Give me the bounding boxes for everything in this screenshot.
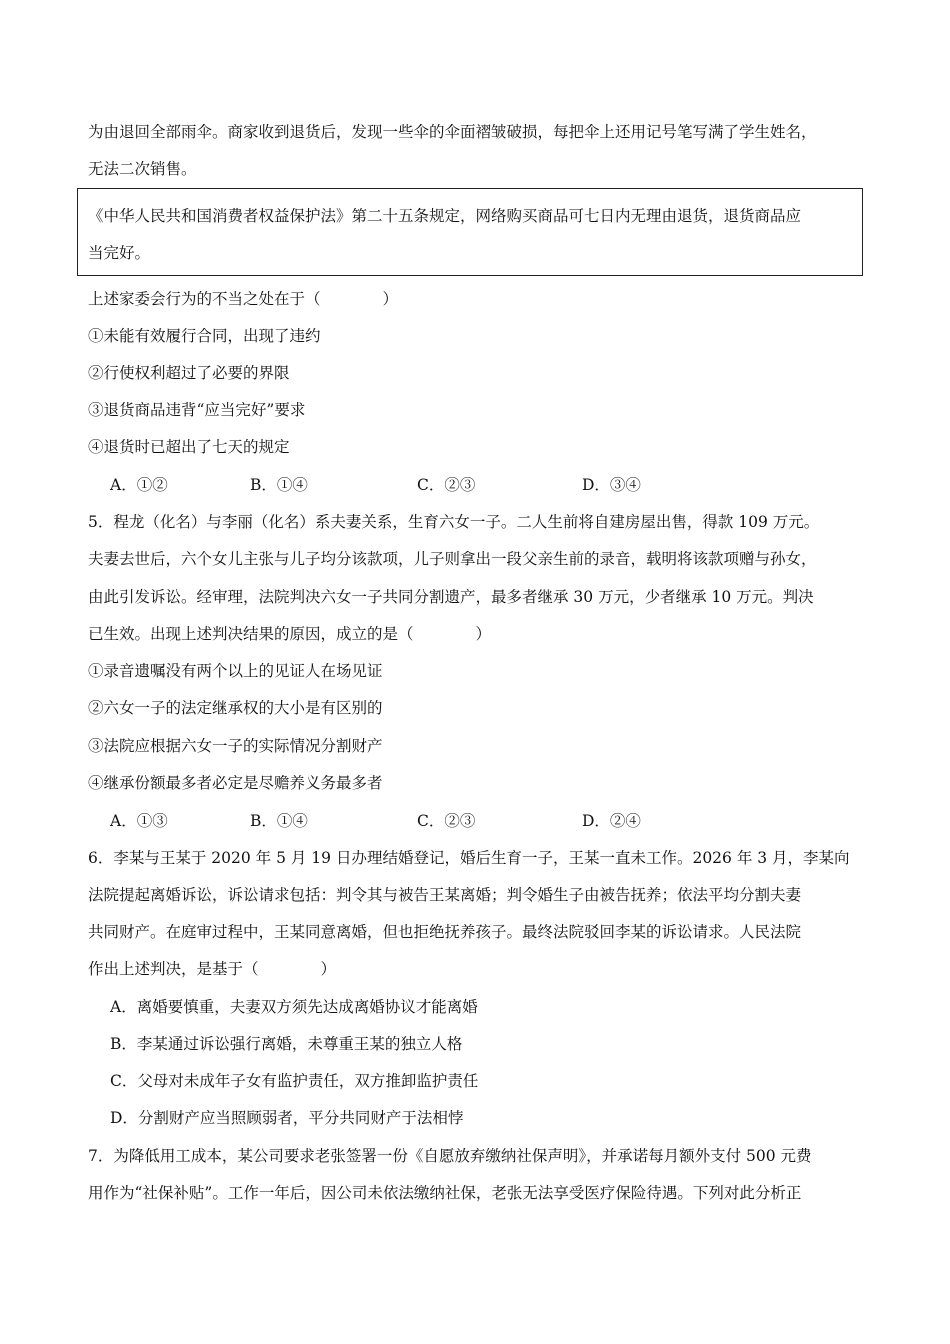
option-d[interactable]: D．②④ [582, 812, 641, 830]
option-c[interactable]: C．②③ [417, 476, 476, 494]
choice-item: ④退货时已超出了七天的规定 [88, 438, 290, 456]
question-stem: 7．为降低用工成本，某公司要求老张签署一份《自愿放弃缴纳社保声明》，并承诺每月额外支付 500 元费 [88, 1147, 812, 1165]
option-d[interactable]: D．分割财产应当照顾弱者，平分共同财产于法相悖 [110, 1109, 464, 1127]
option-a[interactable]: A．①② [110, 476, 168, 494]
law-quote-line: 《中华人民共和国消费者权益保护法》第二十五条规定，网络购买商品可七日内无理由退货，退货商品应 [88, 207, 802, 225]
choice-item: ②六女一子的法定继承权的大小是有区别的 [88, 699, 383, 717]
question-stem: 已生效。出现上述判决结果的原因，成立的是（ ） [88, 625, 492, 643]
law-quote-line: 当完好。 [88, 244, 151, 262]
choice-item: ③法院应根据六女一子的实际情况分割财产 [88, 737, 383, 755]
question-stem: 用作为“社保补贴”。工作一年后，因公司未依法缴纳社保，老张无法享受医疗保险待遇。下列对此分析正 [88, 1184, 802, 1202]
choice-item: ③退货商品违背“应当完好”要求 [88, 401, 306, 419]
option-a[interactable]: A．离婚要慎重，夫妻双方须先达成离婚协议才能离婚 [110, 998, 478, 1016]
option-c[interactable]: C．②③ [417, 812, 476, 830]
question-stem: 上述家委会行为的不当之处在于（ ） [88, 290, 399, 308]
question-stem: 作出上述判决，是基于（ ） [88, 960, 337, 978]
option-a[interactable]: A．①③ [110, 812, 168, 830]
option-b[interactable]: B．李某通过诉讼强行离婚，未尊重王某的独立人格 [110, 1035, 463, 1053]
option-d[interactable]: D．③④ [582, 476, 641, 494]
question-stem: 夫妻去世后，六个女儿主张与儿子均分该款项，儿子则拿出一段父亲生前的录音，载明将该款项赠与孙女， [88, 550, 817, 568]
option-b[interactable]: B．①④ [250, 476, 308, 494]
question-stem: 法院提起离婚诉讼，诉讼请求包括：判令其与被告王某离婚；判令婚生子由被告抚养；依法平均分割夫妻 [88, 886, 802, 904]
option-b[interactable]: B．①④ [250, 812, 308, 830]
choice-item: ①录音遗嘱没有两个以上的见证人在场见证 [88, 662, 383, 680]
question-stem: 5．程龙（化名）与李丽（化名）系夫妻关系，生育六女一子。二人生前将自建房屋出售，得款 109 万元。 [88, 513, 820, 531]
question-stem: 由此引发诉讼。经审理，法院判决六女一子共同分割遗产，最多者继承 30 万元，少者继承 10 万元。判决 [88, 588, 814, 606]
text-line: 为由退回全部雨伞。商家收到退货后，发现一些伞的伞面褶皱破损，每把伞上还用记号笔写满了学生姓名， [88, 123, 817, 141]
choice-item: ②行使权利超过了必要的界限 [88, 364, 290, 382]
question-stem: 6．李某与王某于 2020 年 5 月 19 日办理结婚登记，婚后生育一子，王某一直未工作。2026 年 3 月，李某向 [88, 849, 850, 867]
choice-item: ①未能有效履行合同，出现了违约 [88, 327, 321, 345]
text-line: 无法二次销售。 [88, 160, 197, 178]
option-c[interactable]: C．父母对未成年子女有监护责任，双方推卸监护责任 [110, 1072, 479, 1090]
choice-item: ④继承份额最多者必定是尽赡养义务最多者 [88, 774, 383, 792]
law-quote-box [77, 188, 863, 276]
question-stem: 共同财产。在庭审过程中，王某同意离婚，但也拒绝抚养孩子。最终法院驳回李某的诉讼请求。人民法院 [88, 923, 802, 941]
